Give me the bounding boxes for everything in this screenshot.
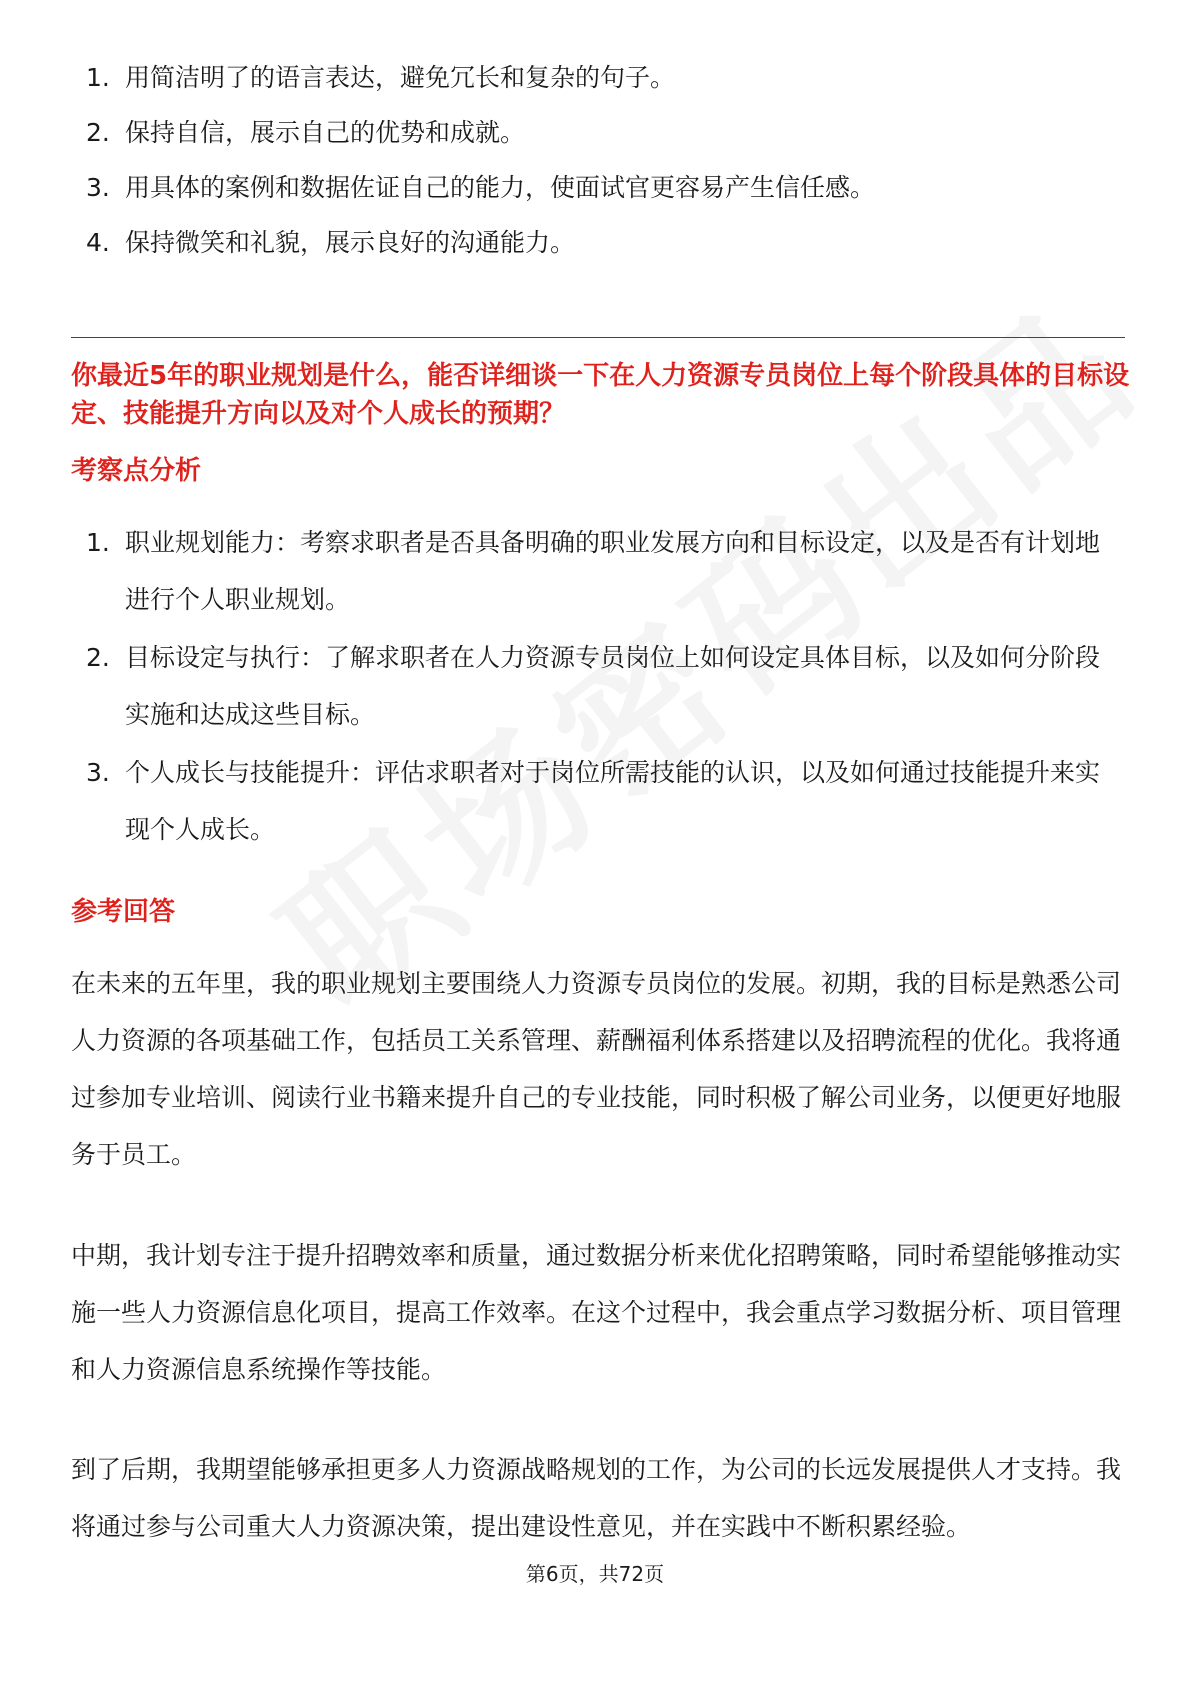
answer-paragraph: 到了后期，我期望能够承担更多人力资源战略规划的工作，为公司的长远发展提供人才支持。我将通过参与公司重大人力资源决策，提出建设性意见，并在实践中不断积累经验。 — [71, 1455, 1122, 1541]
answer-paragraph: 中期，我计划专注于提升招聘效率和质量，通过数据分析来优化招聘策略，同时希望能够推动实施一些人力资源信息化项目，提高工作效率。在这个过程中，我会重点学习数据分析、项目管理和人力资源信息系统操作等技能。 — [71, 1241, 1122, 1384]
list-text: 个人成长与技能提升：评估求职者对于岗位所需技能的认识，以及如何通过技能提升来实现个人成长。 — [125, 758, 1101, 844]
list-number: 4. — [86, 228, 110, 257]
list-number: 2. — [86, 643, 110, 672]
analysis-item — [86, 514, 1116, 628]
answer-paragraph: 在未来的五年里，我的职业规划主要围绕人力资源专员岗位的发展。初期，我的目标是熟悉公司人力资源的各项基础工作，包括员工关系管理、薪酬福利体系搭建以及招聘流程的优化。我将通过参加专业培训、阅读行业书籍来提升自己的专业技能，同时积极了解公司业务，以便更好地服务于员工。 — [71, 969, 1122, 1169]
analysis-item — [86, 629, 1116, 743]
list-text: 用具体的案例和数据佐证自己的能力，使面试官更容易产生信任感。 — [125, 173, 876, 202]
interview-question: 你最近5年的职业规划是什么，能否详细谈一下在人力资源专员岗位上每个阶段具体的目标设定、技能提升方向以及对个人成长的预期？ — [71, 361, 1130, 429]
analysis-item — [86, 744, 1116, 858]
tip-item — [86, 104, 1116, 161]
list-text: 用简洁明了的语言表达，避免冗长和复杂的句子。 — [125, 63, 676, 92]
list-text: 目标设定与执行：了解求职者在人力资源专员岗位上如何设定具体目标，以及如何分阶段实施和达成这些目标。 — [125, 643, 1101, 729]
tip-item — [86, 49, 1116, 106]
list-number: 3. — [86, 758, 110, 787]
list-number: 3. — [86, 173, 110, 202]
list-number: 1. — [86, 528, 110, 557]
list-number: 2. — [86, 118, 110, 147]
list-text: 保持自信，展示自己的优势和成就。 — [125, 118, 526, 147]
answer-title: 参考回答 — [71, 897, 176, 927]
tip-item — [86, 214, 1116, 271]
page-number: 第6页，共72页 — [525, 1562, 665, 1586]
list-text: 职业规划能力：考察求职者是否具备明确的职业发展方向和目标设定，以及是否有计划地进行个人职业规划。 — [125, 528, 1101, 614]
list-number: 1. — [86, 63, 110, 92]
list-text: 保持微笑和礼貌，展示良好的沟通能力。 — [125, 228, 576, 257]
analysis-title: 考察点分析 — [71, 456, 202, 486]
tip-item — [86, 159, 1116, 216]
section-divider — [71, 337, 1125, 338]
